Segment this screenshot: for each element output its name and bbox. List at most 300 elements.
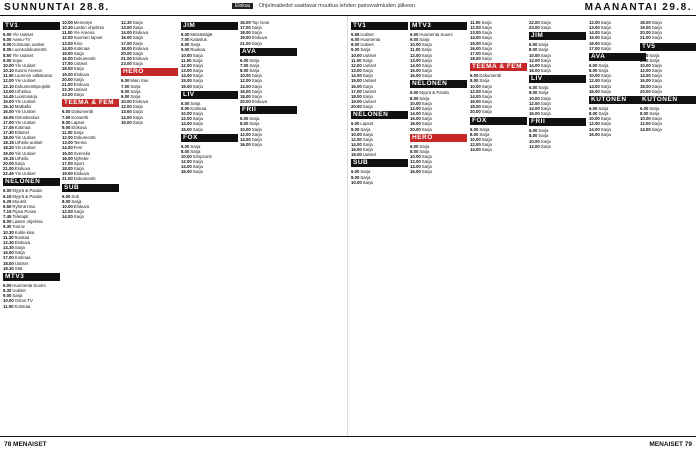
- program-time: 14.00: [62, 145, 73, 151]
- program-title: Sarja: [251, 136, 262, 142]
- program-title: Kokki-kisa: [14, 229, 35, 235]
- program-time: 10.30: [3, 229, 14, 235]
- channel-header: HERO: [410, 134, 467, 142]
- program-title: Sarja: [421, 62, 432, 68]
- program-title: Sarja: [649, 57, 660, 63]
- program-time: 21.00: [640, 35, 651, 41]
- program-time: 6.00: [589, 62, 598, 68]
- program-time: 14.30: [3, 245, 14, 251]
- program-title: Sarja: [14, 250, 25, 256]
- program-title: Metsästäjät: [190, 32, 213, 37]
- program-title: Sarja: [192, 68, 203, 74]
- program-title: Uutiset: [14, 260, 29, 266]
- program-time: 19.00: [640, 25, 651, 31]
- program-time: 14.00: [529, 105, 540, 111]
- channel-header: NELONEN: [351, 111, 408, 119]
- listing-column: [410, 20, 467, 434]
- program-title: Sarja: [481, 56, 492, 62]
- program-title: Sarja: [73, 66, 84, 72]
- program-title: Sarja: [651, 25, 662, 31]
- program-time: 16.00: [410, 73, 421, 79]
- program-title: Elokuva: [14, 239, 31, 245]
- program-title: Sarja: [540, 20, 551, 25]
- program-time: 22.30: [62, 87, 73, 93]
- program-title: Sarja: [192, 164, 203, 170]
- program-title: Kotimaa: [14, 303, 31, 309]
- program-title: Uutiset: [362, 99, 377, 105]
- program-time: 9.00: [3, 57, 12, 63]
- program-title: Sarja: [540, 105, 551, 111]
- program-title: Sarja: [192, 116, 203, 122]
- program-title: Myyrä & Panda: [12, 193, 42, 199]
- program-title: Sarja: [132, 20, 143, 25]
- program-title: Kotimaa: [73, 45, 90, 51]
- program-time: 12.00: [640, 68, 651, 74]
- program-time: 6.00: [470, 73, 479, 79]
- program-time: 13.00: [62, 40, 73, 46]
- program-time: 17.30: [3, 129, 14, 135]
- channel-header: TV1: [3, 22, 60, 30]
- program-title: Sarja: [251, 73, 262, 79]
- right-page-number: MENAISET 79: [649, 441, 692, 448]
- program-title: Ostoskeskus: [14, 114, 40, 120]
- program-time: 6.00: [181, 32, 190, 37]
- program-time: 6.00: [3, 188, 12, 194]
- program-time: 8.00: [181, 42, 190, 48]
- program-time: 16.00: [240, 20, 251, 25]
- program-time: 16.00: [589, 131, 600, 137]
- program-title: Yle Uutiset: [14, 135, 36, 141]
- program-title: Yle Uutiset: [14, 99, 36, 105]
- channel-header: SUB: [62, 184, 119, 192]
- program-time: 11.00: [62, 30, 73, 36]
- program-title: Sarja: [192, 169, 203, 175]
- program-title: Sarja: [73, 166, 84, 172]
- program-time: 13.00: [410, 57, 421, 63]
- program-title: Sarja: [598, 111, 609, 117]
- program-title: Sarja: [251, 141, 262, 147]
- program-title: Uutiset: [362, 88, 377, 94]
- program-time: 14.00: [410, 111, 421, 117]
- program-time: 18.00: [640, 20, 651, 25]
- program-row: [410, 73, 467, 78]
- program-time: 18.00: [62, 166, 73, 172]
- program-title: Sarja: [251, 30, 262, 36]
- program-title: Ruokaa: [190, 47, 206, 53]
- program-title: Sarja: [651, 116, 662, 122]
- program-time: 12.00: [410, 52, 421, 58]
- program-title: Menestys: [73, 20, 93, 25]
- program-title: Sarja: [540, 68, 551, 74]
- program-title: Sarja: [190, 42, 201, 48]
- program-row: [62, 176, 119, 181]
- program-time: 10.30: [62, 25, 73, 31]
- program-title: Sarja: [540, 62, 551, 68]
- program-title: Kalastus: [190, 37, 207, 43]
- program-title: Sarja: [481, 30, 492, 36]
- channel-header: AVA: [240, 48, 297, 56]
- program-row: [640, 89, 696, 94]
- program-time: 16.00: [62, 155, 73, 161]
- program-title: Sarja: [360, 174, 371, 180]
- program-row: [529, 144, 586, 149]
- promo-chip: Elokuu: [232, 3, 253, 9]
- program-time: 6.00: [410, 143, 419, 149]
- program-time: 17.00: [62, 61, 73, 67]
- program-title: Sarja: [12, 293, 23, 299]
- program-time: 6.00: [240, 116, 249, 122]
- program-time: 6.00: [351, 37, 360, 43]
- program-time: 18.00: [121, 45, 132, 51]
- program-time: 10.00: [529, 95, 540, 101]
- program-title: Elokuva: [132, 30, 149, 36]
- program-row: [470, 56, 527, 61]
- program-title: Sarja: [481, 45, 492, 51]
- program-row: [351, 180, 408, 185]
- program-time: 12.30: [3, 239, 14, 245]
- channel-header: JIM: [181, 22, 238, 30]
- program-title: Sarja: [479, 78, 490, 84]
- program-title: Sarja: [360, 126, 371, 132]
- channel-header: TV1: [351, 22, 408, 30]
- program-time: 10.00: [181, 52, 192, 58]
- program-time: 23.00: [121, 61, 132, 67]
- footer-bar: [0, 436, 696, 450]
- program-time: 10.00: [351, 131, 362, 137]
- program-title: Sarja: [540, 111, 551, 117]
- channel-header: NELONEN: [3, 178, 60, 186]
- program-title: Uutiset: [362, 152, 377, 158]
- program-title: Sarja: [600, 25, 611, 31]
- program-title: Dokumenttiprojekti: [14, 83, 51, 89]
- program-title: Sarja: [73, 50, 84, 56]
- program-time: 18.00: [351, 152, 362, 158]
- program-title: Sarja: [192, 73, 203, 79]
- program-title: Sarja: [192, 121, 203, 127]
- program-title: Elokuva: [251, 35, 268, 41]
- program-time: 16.00: [529, 111, 540, 117]
- program-title: Sarja: [600, 45, 611, 51]
- program-title: Suomen lapset: [73, 35, 103, 41]
- program-time: 12.00: [589, 20, 600, 25]
- program-title: Lapset: [71, 119, 85, 125]
- program-time: 6.00: [470, 126, 479, 132]
- program-title: Uutiset: [360, 42, 374, 48]
- program-time: 17.00: [121, 40, 132, 46]
- program-title: Sarja: [481, 40, 492, 46]
- program-time: 19.00: [62, 171, 73, 177]
- program-time: 7.00: [240, 62, 249, 68]
- program-title: Sarja: [481, 99, 492, 105]
- program-time: 12.00: [240, 131, 251, 137]
- program-time: 13.00: [121, 25, 132, 31]
- program-title: Sarja: [251, 88, 262, 94]
- program-title: Elokuva: [73, 203, 90, 209]
- program-title: Luontosarja: [14, 93, 38, 99]
- program-title: Sarja: [421, 73, 432, 79]
- program-title: Lasten ohjelmia: [12, 219, 43, 225]
- program-time: 15.00: [351, 78, 362, 84]
- program-time: 8.00: [529, 47, 538, 53]
- program-title: Sarja: [421, 47, 432, 53]
- program-title: Sarja: [192, 159, 203, 165]
- program-title: Sarja: [538, 133, 549, 139]
- program-time: 16.00: [121, 35, 132, 41]
- program-title: Sarja: [540, 95, 551, 101]
- program-time: 19.00: [62, 71, 73, 77]
- program-time: 16.00: [181, 169, 192, 175]
- program-time: 8.00: [529, 90, 538, 96]
- program-time: 12.00: [181, 62, 192, 68]
- program-time: 8.00: [240, 68, 249, 74]
- program-title: Sarja: [421, 126, 432, 132]
- program-time: 8.00: [351, 126, 360, 132]
- program-row: [470, 109, 527, 114]
- program-time: 8.00: [470, 78, 479, 84]
- program-title: Sarja: [71, 198, 82, 204]
- program-title: Sarja: [651, 88, 662, 94]
- program-title: Sarja: [251, 126, 262, 132]
- program-time: 14.00: [121, 114, 132, 120]
- program-time: 12.00: [62, 35, 73, 41]
- program-title: Elokuva: [14, 166, 31, 172]
- program-time: 15.00: [410, 68, 421, 74]
- program-title: Sarja: [479, 126, 490, 132]
- channel-header: FOX: [181, 134, 238, 142]
- program-title: Matkalla: [14, 104, 31, 110]
- program-title: Yle Uutiset: [14, 171, 36, 177]
- program-time: 6.00: [3, 32, 12, 37]
- program-title: Sarja: [421, 153, 432, 159]
- program-title: Yle Areena: [73, 30, 95, 36]
- program-time: 14.00: [529, 62, 540, 68]
- program-title: Sarja: [540, 52, 551, 58]
- program-title: Sarja: [251, 40, 262, 46]
- listing-column: [529, 20, 586, 434]
- program-time: 14.00: [589, 30, 600, 36]
- program-time: 23.00: [62, 92, 73, 98]
- program-title: Sarja: [421, 52, 432, 58]
- program-title: Aamu-TV: [12, 37, 31, 43]
- program-time: 8.00: [640, 57, 649, 63]
- program-title: Sarja: [362, 131, 373, 137]
- program-time: 7.00: [62, 114, 71, 120]
- program-time: 14.00: [410, 62, 421, 68]
- page-gutter: [347, 16, 348, 436]
- program-time: 15.00: [62, 50, 73, 56]
- program-title: Sarja: [600, 131, 611, 137]
- program-title: Sarja: [421, 57, 432, 63]
- program-title: Sarja: [600, 126, 611, 132]
- program-title: Dokumentti: [73, 176, 96, 182]
- program-time: 14.00: [351, 141, 362, 147]
- program-title: Sport: [73, 160, 85, 166]
- program-title: Ryhmä Hau: [12, 203, 36, 209]
- program-time: 15.10: [3, 104, 14, 110]
- program-row: [640, 35, 696, 40]
- listing-column: [640, 20, 696, 434]
- program-title: Huomenta Suomi: [12, 282, 46, 288]
- program-title: Sarja: [132, 61, 143, 67]
- program-title: Sarja: [651, 35, 662, 41]
- program-time: 11.00: [410, 47, 421, 53]
- program-time: 14.00: [410, 164, 421, 170]
- program-time: 12.00: [410, 159, 421, 165]
- program-row: [470, 147, 527, 152]
- program-title: Yle Uutiset: [14, 109, 36, 115]
- program-title: Sarja: [481, 88, 492, 94]
- program-time: 21.00: [240, 40, 251, 46]
- program-time: 12.00: [529, 100, 540, 106]
- program-title: Sarja: [360, 47, 371, 53]
- program-time: 18.15: [3, 140, 14, 146]
- program-time: 8.50: [3, 52, 12, 58]
- promo-text: Ohjelmatiedot saattavat muuttua lehden painovalmiuden jälkeen.: [258, 3, 417, 9]
- program-row: [529, 25, 586, 30]
- program-time: 18.00: [3, 135, 14, 141]
- program-title: Sarja: [249, 62, 260, 68]
- program-time: 19.00: [240, 35, 251, 41]
- program-title: Fem: [73, 145, 83, 151]
- program-time: 12.30: [121, 20, 132, 25]
- program-title: Sarja: [651, 68, 662, 74]
- program-title: Sarja: [600, 83, 611, 89]
- program-title: Sarja: [192, 78, 203, 84]
- program-title: Sarja: [362, 104, 373, 110]
- program-time: 6.00: [410, 32, 419, 37]
- program-time: 19.15: [3, 155, 14, 161]
- program-time: 10.00: [181, 153, 192, 159]
- program-title: Sarja: [132, 109, 143, 115]
- program-title: Sarja: [651, 126, 662, 132]
- program-title: Sarja: [598, 105, 609, 111]
- program-title: Urheilu-uutiset: [14, 140, 43, 146]
- program-time: 12.00: [470, 141, 481, 147]
- program-row: [410, 127, 467, 132]
- program-time: 10.00: [351, 179, 362, 185]
- program-time: 14.00: [121, 30, 132, 36]
- program-row: [240, 41, 297, 46]
- program-time: 10.00: [640, 62, 651, 68]
- program-title: Konsertti: [71, 114, 89, 120]
- program-title: Sarja: [130, 93, 141, 99]
- program-time: 6.50: [3, 203, 12, 209]
- program-title: Huomenta: [360, 37, 381, 43]
- program-row: [589, 132, 646, 137]
- program-time: 12.00: [121, 104, 132, 110]
- program-title: Sarja: [132, 35, 143, 41]
- program-time: 14.00: [470, 147, 481, 153]
- program-title: Myyrä & Panda: [419, 90, 449, 96]
- program-time: 6.00: [3, 282, 12, 288]
- program-title: Kotimaa: [190, 105, 207, 111]
- program-time: 14.00: [351, 73, 362, 79]
- program-title: Sub: [71, 193, 80, 199]
- program-title: Yle Uutiset: [12, 52, 34, 58]
- program-time: 12.00: [62, 135, 73, 141]
- program-title: Sarja: [600, 35, 611, 41]
- program-time: 13.00: [589, 25, 600, 31]
- program-time: 16.00: [3, 109, 14, 115]
- program-time: 18.00: [640, 83, 651, 89]
- program-title: Sarja: [130, 83, 141, 89]
- program-title: Sarja: [192, 111, 203, 117]
- program-time: 19.00: [351, 99, 362, 105]
- top-bar: [0, 0, 696, 16]
- program-time: 16.05: [3, 114, 14, 120]
- program-time: 18.30: [3, 265, 14, 271]
- program-title: Sarja: [73, 214, 84, 220]
- channel-header: TEEMA & FEM: [62, 99, 119, 107]
- program-row: [3, 266, 60, 271]
- program-time: 7.15: [3, 209, 12, 214]
- program-title: Sarja: [421, 169, 432, 175]
- program-title: Sarja: [360, 169, 371, 175]
- program-time: 8.00: [181, 148, 190, 154]
- program-time: 10.00: [62, 203, 73, 209]
- program-time: 15.00: [470, 40, 481, 46]
- program-time: 16.00: [181, 126, 192, 132]
- program-title: Main Sue: [130, 78, 149, 84]
- program-time: 18.00: [470, 104, 481, 110]
- program-time: 11.30: [3, 234, 14, 240]
- program-title: Sarja: [419, 95, 430, 101]
- left-page-number: 78 MENAISET: [4, 441, 47, 448]
- program-time: 6.00: [351, 169, 360, 175]
- listing-column: [351, 20, 408, 434]
- program-title: Uutiset: [362, 52, 377, 58]
- program-time: 21.00: [62, 81, 73, 87]
- program-time: 20.00: [470, 109, 481, 115]
- program-title: Sarja: [649, 105, 660, 111]
- program-title: Sarja: [481, 35, 492, 41]
- program-time: 19.00: [3, 150, 14, 156]
- program-title: Sarja: [481, 147, 492, 153]
- program-title: Eläimet: [14, 129, 30, 135]
- program-title: Elokuva: [73, 171, 90, 177]
- program-time: 12.00: [470, 25, 481, 31]
- program-title: Sarja: [481, 50, 492, 56]
- program-time: 10.00: [410, 100, 421, 106]
- program-title: Uutiset: [362, 62, 377, 68]
- program-time: 8.00: [640, 111, 649, 117]
- program-time: 16.00: [181, 83, 192, 89]
- program-time: 14.00: [181, 121, 192, 127]
- program-title: Sarja: [481, 25, 492, 31]
- program-row: [62, 92, 119, 97]
- program-time: 6.00: [410, 90, 419, 96]
- program-row: [62, 214, 119, 219]
- program-title: Sarja: [421, 111, 432, 117]
- program-time: 18.00: [240, 93, 251, 99]
- program-time: 9.00: [351, 47, 360, 53]
- program-time: 12.00: [410, 105, 421, 111]
- program-time: 17.05: [3, 124, 14, 130]
- program-title: Sarja: [192, 83, 203, 89]
- channel-header: KUTONEN: [589, 96, 646, 104]
- program-time: 12.00: [3, 78, 14, 84]
- program-title: Sarja: [600, 73, 611, 79]
- program-title: Dokumentti: [73, 135, 96, 141]
- channel-header: AVA: [589, 53, 646, 61]
- listing-column: [62, 20, 119, 434]
- program-time: 14.00: [181, 73, 192, 79]
- program-title: Urheilua: [14, 88, 31, 94]
- program-title: Uutiset: [73, 87, 88, 93]
- program-title: Dokumentti: [479, 73, 502, 79]
- program-title: Sarja: [419, 37, 430, 43]
- program-time: 6.00: [121, 78, 130, 84]
